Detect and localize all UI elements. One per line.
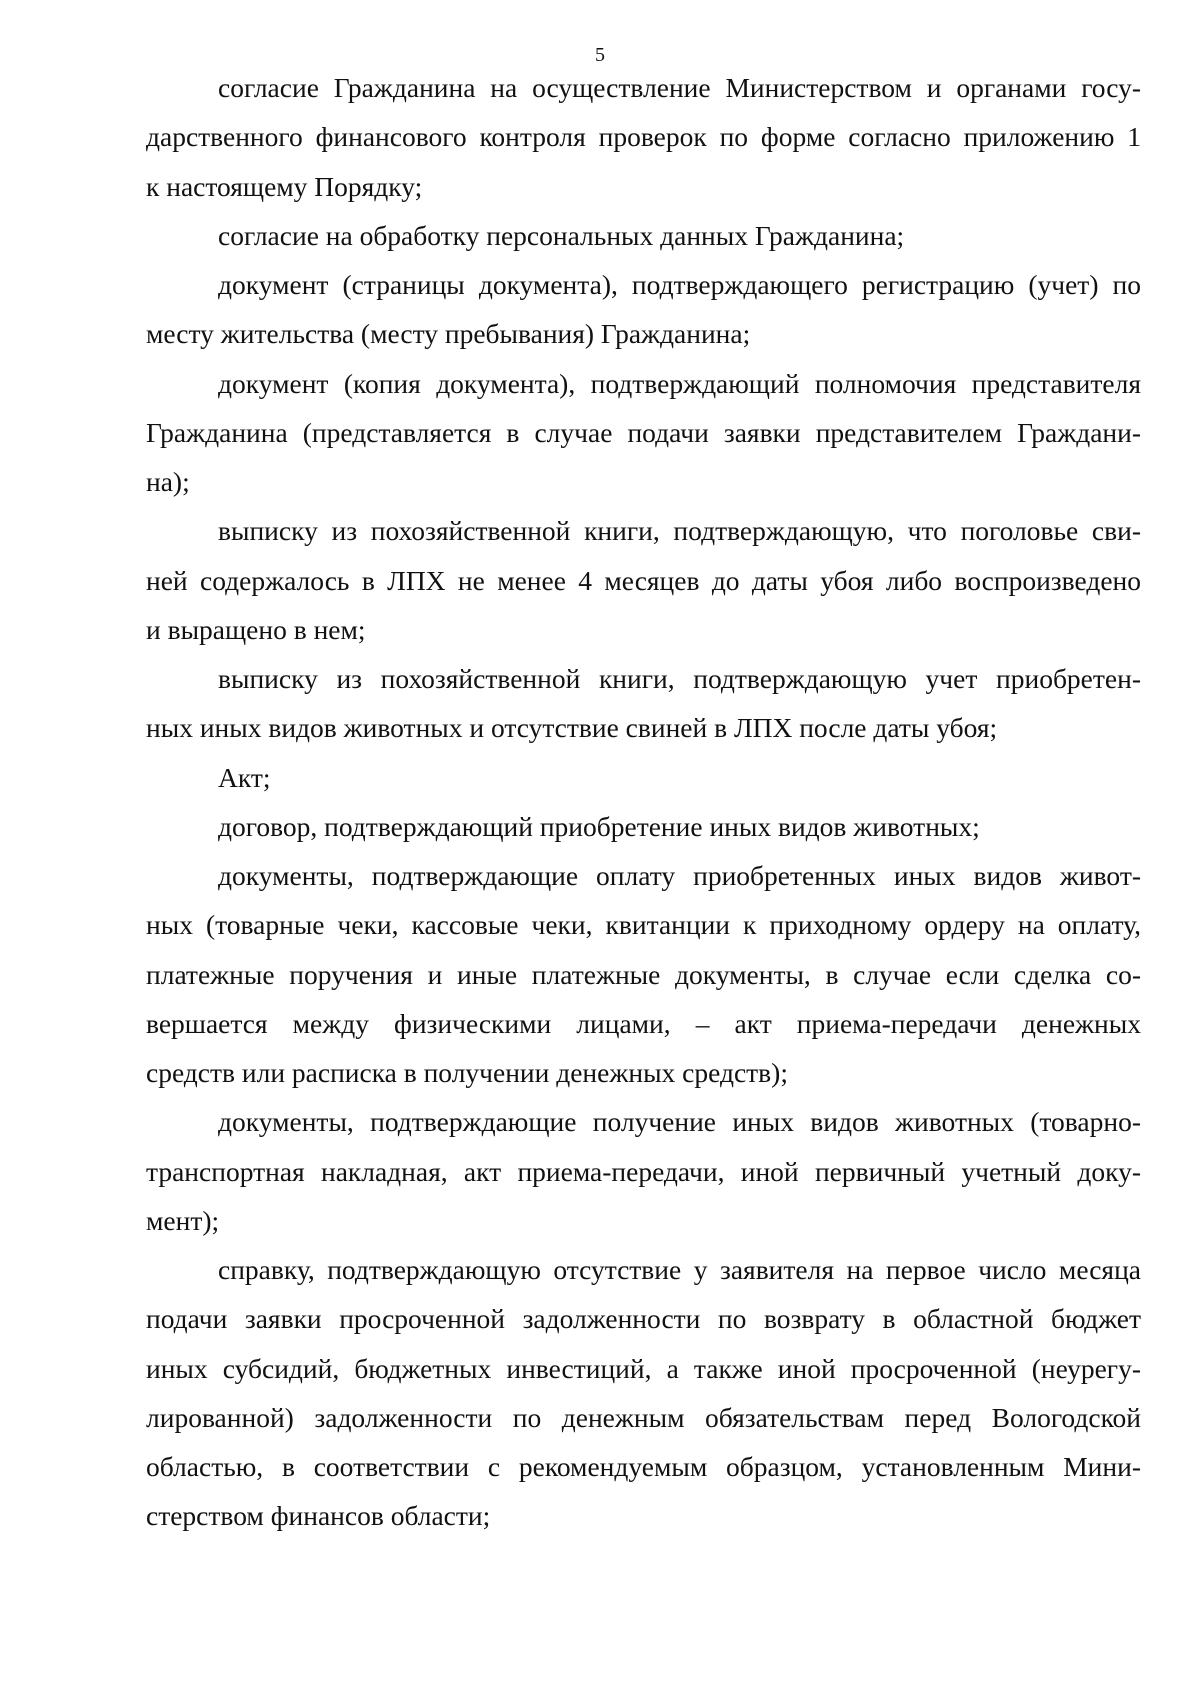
document-body [146,63,1141,1541]
text-line: на); [146,466,190,497]
text-line: и выращено в нем; [146,613,366,645]
text-line: областью, в соответствии с рекомендуемым образцом, установленным Мини- [146,1451,1141,1482]
text-line: вершается между физическими лицами, – акт приема-передачи денежных [146,1007,1141,1039]
text-line: средств или расписка в получении денежных средств); [146,1057,788,1088]
text-line: Гражданина (представляется в случае подачи заявки представителем Граждани- [146,416,1141,448]
paragraph [146,851,1141,1097]
text-line: выписку из похозяйственной книги, подтверждающую, что поголовье сви- [218,515,1141,547]
text-line: иных субсидий, бюджетных инвестиций, а также иной просроченной (неурегу- [146,1352,1141,1384]
paragraph [146,359,1141,507]
text-line: к настоящему Порядку; [146,170,423,202]
paragraph [146,1245,1141,1541]
text-line: месту жительства (месту пребывания) Гражданина; [146,318,751,350]
text-line: ных (товарные чеки, кассовые чеки, квитанции к приходному ордеру на оплату, [146,909,1141,941]
text-line: лированной) задолженности по денежным обязательствам перед Вологодской [146,1401,1141,1433]
text-line: ных иных видов животных и отсутствие свиней в ЛПХ после даты убоя; [146,712,998,744]
text-line: платежные поручения и иные платежные документы, в случае если сделка со- [146,958,1141,990]
text-line: подачи заявки просроченной задолженности по возврату в областной бюджет [146,1303,1141,1335]
text-line: согласие на обработку персональных данных Гражданина; [218,219,905,251]
paragraph [146,506,1141,654]
paragraph [146,63,1141,211]
text-line: мент); [146,1204,220,1236]
page-number: 5 [595,44,605,66]
text-line: Акт; [218,761,271,793]
text-line: дарственного финансового контроля проверок по форме согласно приложению 1 [146,121,1141,153]
text-line: документы, подтверждающие получение иных видов животных (товарно- [218,1106,1141,1138]
text-line: документы, подтверждающие оплату приобретенных иных видов живот- [218,860,1141,891]
paragraph [146,802,1141,851]
paragraph [146,1097,1141,1245]
text-line: документ (копия документа), подтверждающий полномочия представителя [218,367,1141,399]
text-line: стерством финансов области; [146,1500,491,1532]
text-line: ней содержалось в ЛПХ не менее 4 месяцев до даты убоя либо воспроизведено [146,564,1141,596]
text-line: транспортная накладная, акт приема-передачи, иной первичный учетный доку- [146,1155,1141,1187]
text-line: договор, подтверждающий приобретение иных видов животных; [218,810,980,842]
text-line: справку, подтверждающую отсутствие у заявителя на первое число месяца [218,1254,1141,1285]
paragraph [146,753,1141,802]
text-line: документ (страницы документа), подтверждающего регистрацию (учет) по [218,269,1141,300]
text-line: согласие Гражданина на осуществление Министерством и органами госу- [218,72,1141,103]
text-line: выписку из похозяйственной книги, подтверждающую учет приобретен- [218,663,1141,694]
paragraph [146,211,1141,260]
paragraph [146,654,1141,753]
paragraph [146,260,1141,359]
